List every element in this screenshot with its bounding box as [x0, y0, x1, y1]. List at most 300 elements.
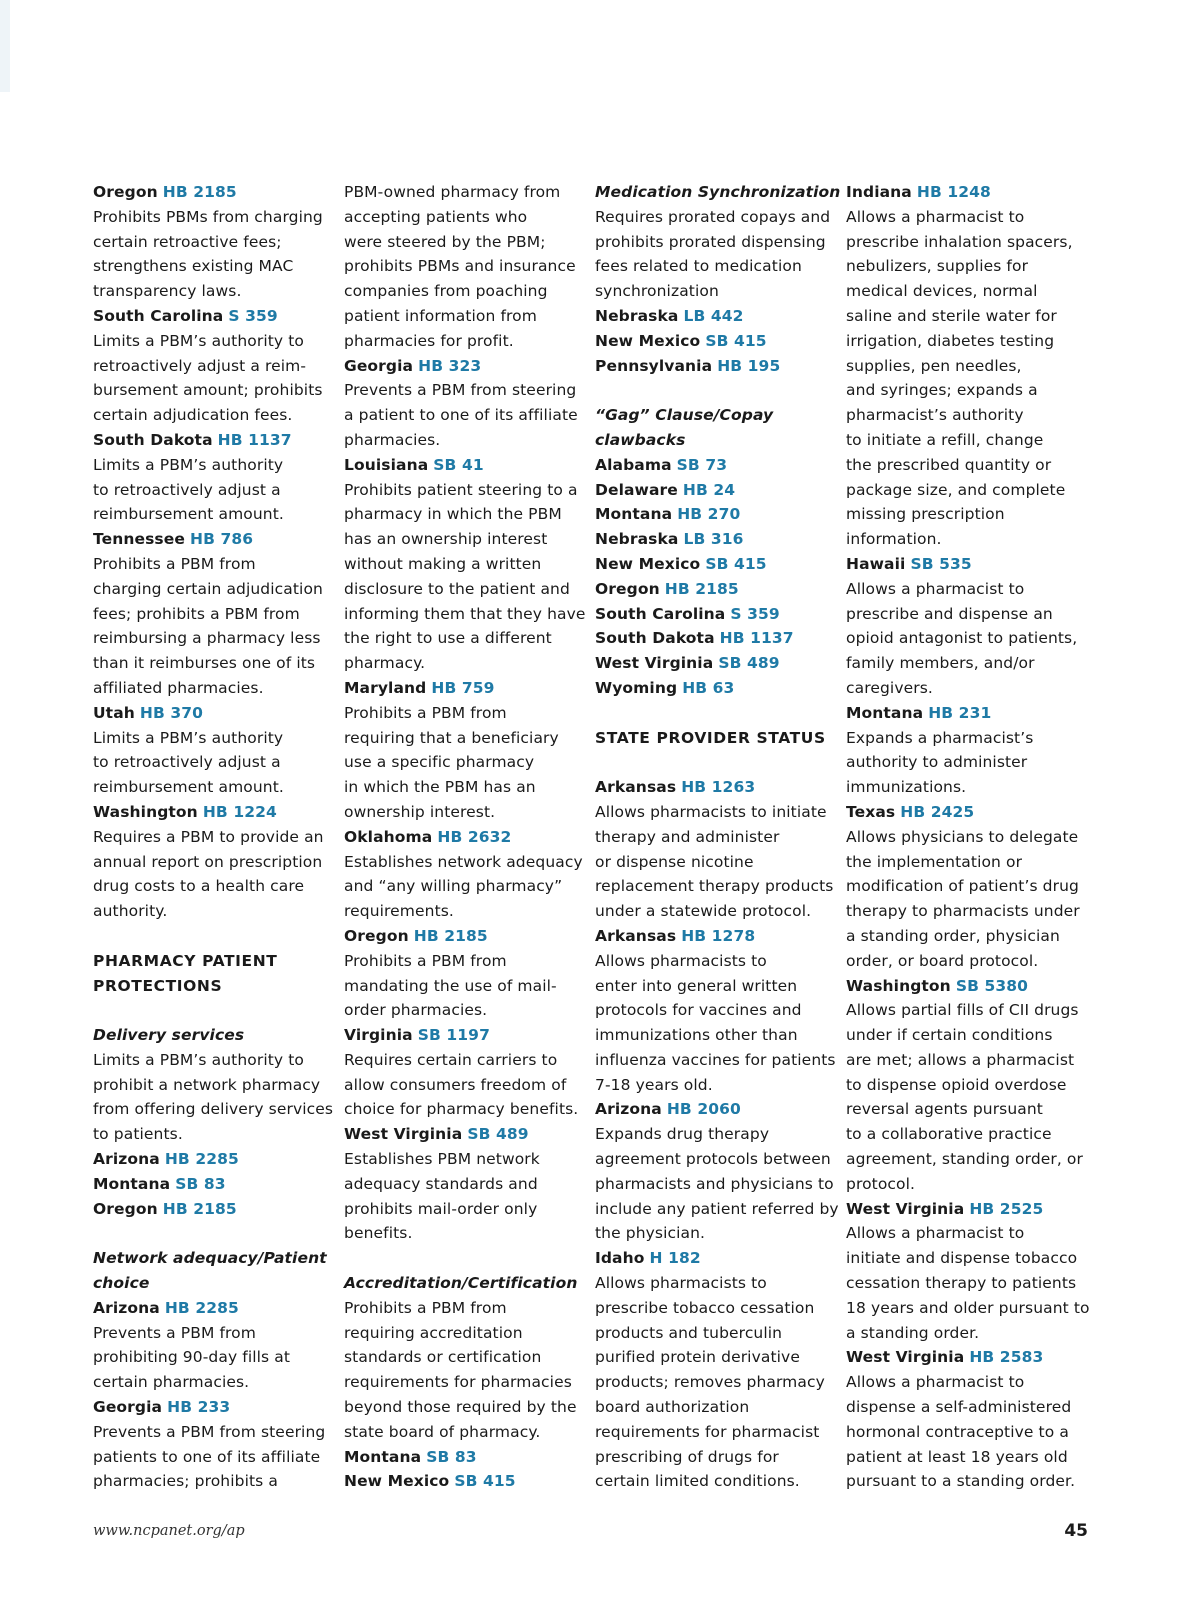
legislation-entry [344, 1122, 580, 1246]
description-line: requirements. [344, 902, 454, 921]
state-name: Georgia [93, 1398, 163, 1417]
entry-heading [93, 180, 329, 205]
legislation-entry [344, 354, 580, 453]
legislation-entry [93, 1147, 329, 1172]
bill-number[interactable]: H 182 [649, 1249, 701, 1268]
spacer [595, 378, 831, 403]
bill-number[interactable]: HB 2525 [969, 1199, 1044, 1218]
description-line: Allows pharmacists to [595, 1274, 767, 1293]
legislation-entry [846, 701, 1082, 800]
state-name: Virginia [344, 1026, 413, 1045]
description-line: reimbursement amount. [93, 778, 284, 797]
description-line: under a statewide protocol. [595, 902, 812, 921]
state-name: Oregon [344, 926, 409, 945]
subsection-heading: “Gag” Clause/Copay [595, 406, 774, 425]
entry-heading [846, 800, 1082, 825]
legislation-entry [344, 1023, 580, 1122]
description-line: Requires certain carriers to [344, 1050, 558, 1069]
description-line: annual report on prescription [93, 852, 323, 871]
description-line: prescribe inhalation spacers, [846, 232, 1073, 251]
description-line: opioid antagonist to patients, [846, 629, 1078, 648]
legislation-entry [595, 1097, 839, 1246]
entry-heading [846, 974, 1082, 999]
entry-heading [344, 1445, 580, 1470]
description-line: dispense a self-administered [846, 1398, 1072, 1417]
entry-heading [93, 1172, 329, 1197]
column-2 [344, 180, 586, 1494]
bill-number[interactable]: LB 316 [683, 530, 744, 549]
subhead-block [344, 1271, 580, 1296]
description-line: under if certain conditions [846, 1026, 1053, 1045]
section-block [595, 726, 831, 751]
entry-heading [344, 924, 580, 949]
state-name: New Mexico [344, 1472, 450, 1491]
section-block [93, 949, 329, 999]
description-line: transparency laws. [93, 282, 242, 301]
description-line: companies from poaching [344, 282, 548, 301]
state-name: Arizona [93, 1150, 160, 1169]
column-1 [93, 180, 334, 1494]
description-line: pursuant to a standing order. [846, 1472, 1076, 1491]
bill-number[interactable]: HB 2185 [664, 579, 739, 598]
description-line: to a collaborative practice [846, 1125, 1052, 1144]
state-name: South Carolina [93, 306, 224, 325]
description-line: were steered by the PBM; [344, 232, 546, 251]
description-line: Limits a PBM’s authority [93, 728, 284, 747]
entry-heading [595, 304, 831, 329]
description-line: synchronization [595, 282, 719, 301]
state-name: Oklahoma [344, 827, 433, 846]
bill-number[interactable]: HB 233 [167, 1398, 231, 1417]
description-line: purified protein derivative [595, 1348, 800, 1367]
description-line: Establishes network adequacy [344, 852, 583, 871]
description-line: drug costs to a health care [93, 877, 305, 896]
description-line: cessation therapy to patients [846, 1274, 1077, 1293]
description-line: immunizations other than [595, 1026, 798, 1045]
description-line: patient at least 18 years old [846, 1447, 1068, 1466]
bill-number[interactable]: HB 2425 [900, 802, 975, 821]
description-line: Allows physicians to delegate [846, 827, 1079, 846]
entry-heading [846, 552, 1082, 577]
description-line: protocol. [846, 1174, 916, 1193]
state-name: Washington [93, 802, 198, 821]
state-name: Oregon [93, 1199, 158, 1218]
state-name: Delaware [595, 480, 678, 499]
bill-number[interactable]: HB 2185 [413, 926, 488, 945]
subhead-block [93, 1246, 329, 1296]
bill-number[interactable]: HB 1248 [916, 183, 991, 201]
entry-heading [93, 1296, 329, 1321]
spacer [595, 701, 831, 726]
legislation-entry [595, 354, 831, 379]
entry-heading [846, 701, 1082, 726]
subsection-heading: Medication Synchronization [595, 183, 841, 201]
bill-number[interactable]: SB 83 [426, 1447, 477, 1466]
description-line: replacement therapy products [595, 877, 834, 896]
state-name: South Dakota [93, 430, 213, 449]
legislation-entry [344, 453, 586, 676]
description-line: pharmacies. [344, 430, 441, 449]
description-line: fees; prohibits a PBM from [93, 604, 300, 623]
description-line: Prevents a PBM from steering [344, 381, 577, 400]
bill-number[interactable]: HB 323 [418, 356, 482, 375]
entry-heading [595, 478, 831, 503]
footer-url[interactable]: www.ncpanet.org/ap [93, 1523, 245, 1539]
state-name: Oregon [93, 183, 158, 201]
bill-number[interactable]: HB 2185 [162, 183, 237, 201]
bill-number[interactable]: HB 370 [139, 703, 204, 722]
bill-number[interactable]: HB 2583 [969, 1348, 1044, 1367]
description-line: Prevents a PBM from [93, 1323, 256, 1342]
description-line: to retroactively adjust a [93, 753, 281, 772]
description-line: pharmacist’s authority [846, 406, 1024, 425]
description-line: medical devices, normal [846, 282, 1038, 301]
description-line: Prohibits patient steering to a [344, 480, 578, 499]
spacer [93, 998, 329, 1023]
description-line: prescribing of drugs for [595, 1447, 779, 1466]
description-line: benefits. [344, 1224, 413, 1243]
bill-number[interactable]: HB 786 [190, 530, 254, 549]
state-name: Idaho [595, 1249, 645, 1268]
entry-heading [93, 1147, 329, 1172]
description-line: agreement, standing order, or [846, 1150, 1083, 1169]
description-line: standards or certification [344, 1348, 542, 1367]
legislation-entry [93, 1395, 329, 1494]
description-line: Allows pharmacists to initiate [595, 802, 827, 821]
legislation-entry [93, 1296, 329, 1395]
description-line: to patients. [93, 1125, 183, 1144]
state-name: South Dakota [595, 629, 715, 648]
page-number: 45 [1064, 1521, 1088, 1541]
bill-number[interactable]: SB 5380 [955, 976, 1029, 995]
legislation-entry [595, 924, 836, 1098]
entry-heading [595, 1097, 831, 1122]
bill-number[interactable]: HB 195 [717, 356, 781, 375]
description-line: informing them that they have [344, 604, 586, 623]
bill-number[interactable]: HB 63 [682, 678, 735, 697]
legislation-entry [344, 825, 583, 924]
description-line: requirements for pharmacist [595, 1422, 820, 1441]
bill-number[interactable]: SB 489 [718, 654, 780, 673]
state-name: Arkansas [595, 778, 677, 797]
bill-number[interactable]: S 359 [730, 604, 780, 623]
legislation-entry [93, 180, 329, 304]
description-line: saline and sterile water for [846, 306, 1057, 325]
legislation-entry [595, 453, 831, 478]
state-name: Montana [344, 1447, 422, 1466]
description-line: family members, and/or [846, 654, 1035, 673]
legislation-entry [595, 478, 831, 503]
description-line: and “any willing pharmacy” [344, 877, 563, 896]
state-name: Pennsylvania [595, 356, 713, 375]
entry-heading [846, 180, 1082, 205]
state-name: Wyoming [595, 678, 678, 697]
bill-number[interactable]: HB 2060 [666, 1100, 741, 1119]
description-line: prescribe tobacco cessation [595, 1298, 815, 1317]
description-line: strengthens existing MAC [93, 257, 294, 276]
entry-heading [595, 329, 831, 354]
description-line: a patient to one of its affiliate [344, 406, 578, 425]
state-name: Montana [595, 505, 673, 524]
entry-heading [595, 552, 831, 577]
bill-number[interactable]: SB 73 [676, 455, 728, 474]
text-block [595, 205, 831, 304]
description-line: certain retroactive fees; [93, 232, 282, 251]
text-block [344, 1296, 580, 1445]
entry-heading [595, 354, 831, 379]
entry-heading [595, 676, 831, 701]
description-line: certain limited conditions. [595, 1472, 800, 1491]
description-line: therapy to pharmacists under [846, 902, 1080, 921]
description-line: ownership interest. [344, 802, 496, 821]
bill-number[interactable]: SB 41 [433, 455, 484, 474]
description-line: pharmacies; prohibits a [93, 1472, 278, 1491]
bill-number[interactable]: SB 1197 [417, 1026, 490, 1045]
description-line: the right to use a different [344, 629, 552, 648]
state-name: Texas [846, 802, 896, 821]
state-name: West Virginia [595, 654, 714, 673]
entry-heading [846, 1197, 1082, 1222]
state-name: Nebraska [595, 306, 679, 325]
description-line: accepting patients who [344, 207, 528, 226]
entry-heading [344, 354, 580, 379]
description-line: disclosure to the patient and [344, 579, 570, 598]
column-4 [846, 180, 1090, 1494]
entry-heading [344, 453, 580, 478]
legislation-entry [846, 1345, 1082, 1494]
page-edge-mark [0, 0, 10, 92]
description-line: to retroactively adjust a [93, 480, 281, 499]
bill-number[interactable]: HB 2185 [162, 1199, 237, 1218]
description-line: are met; allows a pharmacist [846, 1050, 1075, 1069]
description-line: from offering delivery services [93, 1100, 334, 1119]
legislation-entry [93, 701, 329, 800]
description-line: Prevents a PBM from steering [93, 1422, 326, 1441]
description-line: bursement amount; prohibits [93, 381, 323, 400]
legislation-entry [344, 1445, 580, 1470]
state-name: Nebraska [595, 530, 679, 549]
bill-number[interactable]: SB 489 [467, 1125, 529, 1144]
entry-heading [93, 428, 329, 453]
description-line: requirements for pharmacies [344, 1373, 572, 1392]
bill-number[interactable]: SB 415 [705, 331, 767, 350]
description-line: reversal agents pursuant [846, 1100, 1043, 1119]
description-line: Expands a pharmacist’s [846, 728, 1034, 747]
bill-number[interactable]: HB 2285 [164, 1298, 239, 1317]
description-line: prescribe and dispense an [846, 604, 1053, 623]
legislation-entry [595, 676, 831, 701]
bill-number[interactable]: HB 270 [677, 505, 741, 524]
description-line: caregivers. [846, 678, 933, 697]
description-line: patient information from [344, 306, 537, 325]
description-line: the prescribed quantity or [846, 455, 1052, 474]
description-line: modification of patient’s drug [846, 877, 1079, 896]
description-line: irrigation, diabetes testing [846, 331, 1055, 350]
description-line: requiring that a beneficiary [344, 728, 559, 747]
description-line: prohibits mail-order only [344, 1199, 538, 1218]
description-line: to dispense opioid overdose [846, 1075, 1067, 1094]
description-line: missing prescription [846, 505, 1005, 524]
subhead-block [93, 1023, 329, 1048]
entry-heading [93, 800, 329, 825]
bill-number[interactable]: SB 535 [910, 554, 972, 573]
bill-number[interactable]: HB 2632 [437, 827, 512, 846]
description-line: beyond those required by the [344, 1398, 577, 1417]
entry-heading [595, 602, 831, 627]
description-line: or dispense nicotine [595, 852, 754, 871]
legislation-entry [846, 552, 1082, 701]
legislation-entry [595, 552, 831, 577]
description-line: prohibiting 90-day fills at [93, 1348, 291, 1367]
description-line: prohibit a network pharmacy [93, 1075, 321, 1094]
legislation-entry [846, 180, 1082, 552]
bill-number[interactable]: HB 1224 [202, 802, 277, 821]
entry-heading [595, 924, 831, 949]
description-line: package size, and complete [846, 480, 1066, 499]
bill-number[interactable]: HB 759 [431, 678, 495, 697]
description-line: include any patient referred by [595, 1199, 839, 1218]
description-line: Limits a PBM’s authority to [93, 331, 304, 350]
description-line: Prohibits a PBM from [344, 703, 507, 722]
entry-heading [595, 651, 831, 676]
legislation-entry [93, 304, 329, 428]
description-line: requiring accreditation [344, 1323, 523, 1342]
legislation-entry [595, 651, 831, 676]
description-line: Allows partial fills of CII drugs [846, 1001, 1079, 1020]
state-name: Arkansas [595, 926, 677, 945]
entry-heading [344, 825, 580, 850]
description-line: pharmacists and physicians to [595, 1174, 834, 1193]
description-line: pharmacy. [344, 654, 426, 673]
description-line: fees related to medication [595, 257, 802, 276]
state-name: New Mexico [595, 331, 701, 350]
description-line: Expands drug therapy [595, 1125, 770, 1144]
description-line: choice for pharmacy benefits. [344, 1100, 579, 1119]
state-name: Montana [93, 1174, 171, 1193]
description-line: Allows pharmacists to [595, 951, 767, 970]
entry-heading [595, 577, 831, 602]
description-line: Prohibits PBMs from charging [93, 207, 323, 226]
state-name: Louisiana [344, 455, 429, 474]
description-line: nebulizers, supplies for [846, 257, 1029, 276]
description-line: to initiate a refill, change [846, 430, 1044, 449]
legislation-entry [595, 626, 831, 651]
spacer [595, 750, 831, 775]
description-line: agreement protocols between [595, 1150, 831, 1169]
description-line: without making a written [344, 554, 542, 573]
description-line: Prohibits a PBM from [344, 951, 507, 970]
entry-heading [595, 626, 831, 651]
entry-heading [344, 676, 580, 701]
description-line: and syringes; expands a [846, 381, 1038, 400]
state-name: West Virginia [846, 1199, 965, 1218]
entry-heading [595, 775, 831, 800]
bill-number[interactable]: HB 1137 [217, 430, 292, 449]
state-name: South Carolina [595, 604, 726, 623]
description-line: Limits a PBM’s authority to [93, 1050, 304, 1069]
description-line: reimbursement amount. [93, 505, 284, 524]
description-line: Prohibits a PBM from [344, 1298, 507, 1317]
bill-number[interactable]: SB 415 [705, 554, 767, 573]
entry-heading [93, 1395, 329, 1420]
description-line: products and tuberculin [595, 1323, 783, 1342]
entry-heading [595, 527, 831, 552]
legislation-entry [595, 1246, 831, 1494]
subhead-block [595, 403, 831, 453]
state-name: Hawaii [846, 554, 906, 573]
description-line: Requires prorated copays and [595, 207, 831, 226]
legislation-entry [344, 924, 580, 1023]
spacer [344, 1246, 580, 1271]
description-line: use a specific pharmacy [344, 753, 535, 772]
state-name: Oregon [595, 579, 660, 598]
legislation-entry [93, 1172, 329, 1197]
legislation-entry [846, 800, 1082, 974]
description-line: Allows a pharmacist to [846, 1224, 1025, 1243]
state-name: Indiana [846, 183, 912, 201]
state-name: Alabama [595, 455, 672, 474]
description-line: Allows a pharmacist to [846, 579, 1025, 598]
bill-number[interactable]: HB 1263 [681, 778, 756, 797]
subsection-heading: Network adequacy/Patient [93, 1249, 327, 1268]
section-heading: PHARMACY PATIENT [93, 951, 278, 970]
description-line: mandating the use of mail- [344, 976, 557, 995]
description-line: immunizations. [846, 778, 967, 797]
entry-heading [344, 1469, 580, 1494]
bill-number[interactable]: SB 83 [175, 1174, 226, 1193]
bill-number[interactable]: HB 24 [682, 480, 736, 499]
legislation-entry [93, 428, 329, 527]
description-line: adequacy standards and [344, 1174, 538, 1193]
state-name: Utah [93, 703, 135, 722]
description-line: than it reimburses one of its [93, 654, 316, 673]
entry-heading [595, 1246, 831, 1271]
description-line: therapy and administer [595, 827, 780, 846]
bill-number[interactable]: HB 1278 [681, 926, 756, 945]
legislation-entry [595, 775, 834, 924]
entry-heading [344, 1023, 580, 1048]
description-line: prohibits PBMs and insurance [344, 257, 576, 276]
state-name: Montana [846, 703, 924, 722]
state-name: West Virginia [344, 1125, 463, 1144]
entry-heading [846, 1345, 1082, 1370]
subsection-heading: clawbacks [595, 430, 686, 449]
bill-number[interactable]: SB 415 [454, 1472, 516, 1491]
description-line: Allows a pharmacist to [846, 1373, 1025, 1392]
legislation-entry [344, 676, 580, 825]
column-3 [595, 180, 841, 1494]
state-name: Arizona [93, 1298, 160, 1317]
state-name: Georgia [344, 356, 414, 375]
description-line: in which the PBM has an [344, 778, 536, 797]
legislation-entry [93, 800, 329, 924]
bill-number[interactable]: HB 1137 [719, 629, 794, 648]
bill-number[interactable]: S 359 [228, 306, 278, 325]
entry-heading [595, 502, 831, 527]
legislation-entry [595, 602, 831, 627]
state-name: West Virginia [846, 1348, 965, 1367]
section-heading: PROTECTIONS [93, 976, 223, 995]
bill-number[interactable]: HB 2285 [164, 1150, 239, 1169]
entry-heading [93, 304, 329, 329]
description-line: PBM-owned pharmacy from [344, 183, 561, 201]
description-line: pharmacies for profit. [344, 331, 514, 350]
legislation-entry [595, 304, 831, 329]
subsection-heading: Accreditation/Certification [344, 1274, 578, 1293]
legislation-entry [344, 1469, 580, 1494]
bill-number[interactable]: LB 442 [683, 306, 744, 325]
bill-number[interactable]: HB 231 [928, 703, 992, 722]
